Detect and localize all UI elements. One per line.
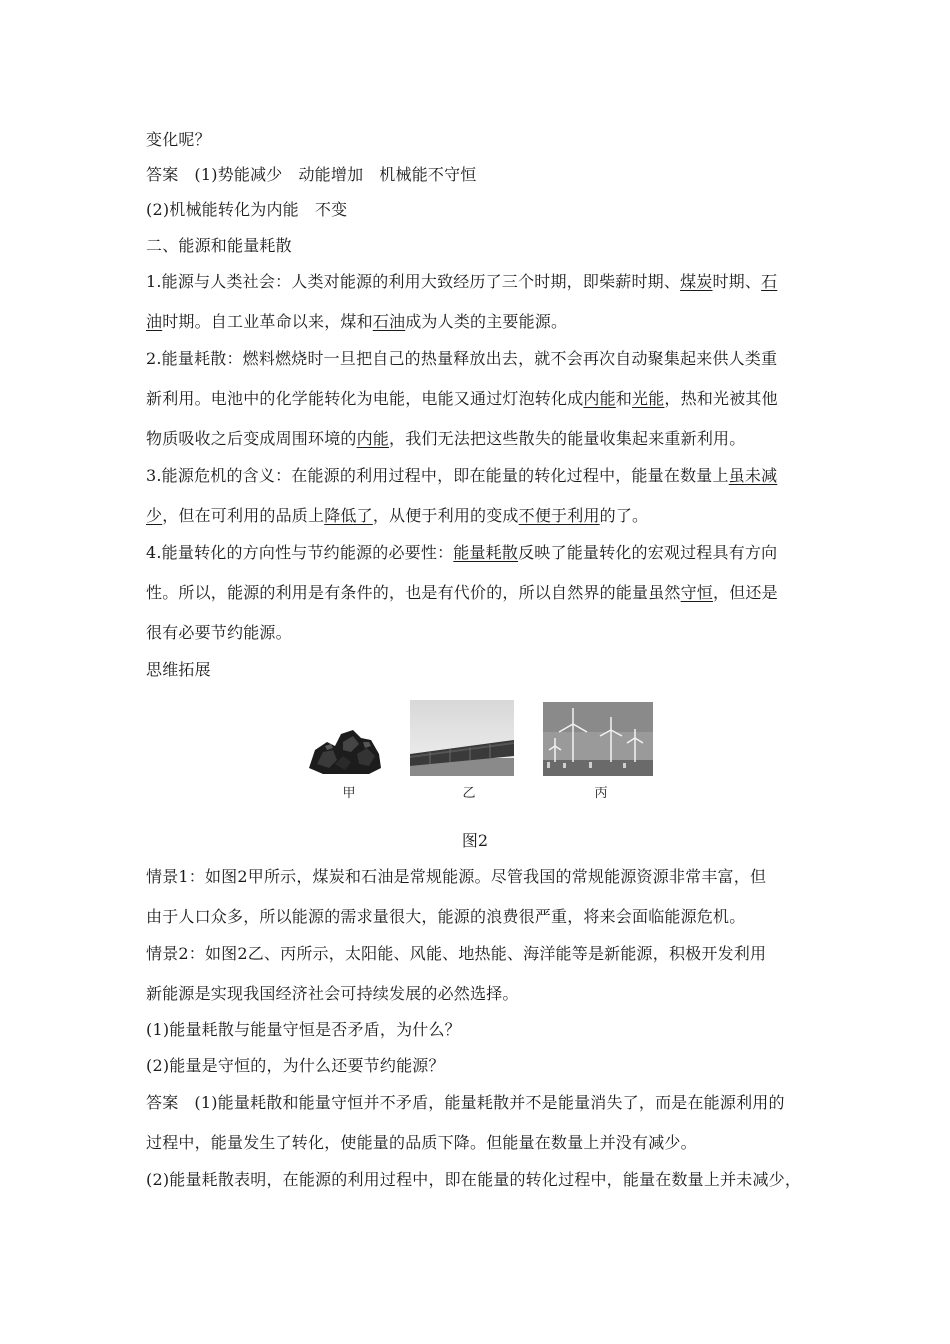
- fill-blank-answer: 内能: [356, 429, 390, 448]
- text-line: 物质吸收之后变成周围环境的内能，我们无法把这些散失的能量收集起来重新利用。: [146, 429, 746, 448]
- section-heading: 二、能源和能量耗散: [146, 236, 292, 255]
- fill-blank-answer: 石: [761, 272, 778, 291]
- fill-blank-answer: 不便于利用: [518, 506, 600, 525]
- text-line: 情景1：如图2甲所示，煤炭和石油是常规能源。尽管我国的常规能源资源非常丰富，但: [146, 867, 767, 886]
- text-line: 3.能源危机的含义：在能源的利用过程中，即在能量的转化过程中，能量在数量上虽未减: [146, 466, 778, 485]
- figure-caption-b: 乙: [462, 786, 476, 801]
- fill-blank-answer: 煤炭: [680, 272, 713, 291]
- text-line: (2)能量耗散表明，在能源的利用过程中，即在能量的转化过程中，能量在数量上并未减少，: [146, 1170, 802, 1189]
- fill-blank-answer: 油: [146, 312, 163, 331]
- wind-turbine-image: [543, 702, 653, 776]
- answer-label: 答案: [146, 165, 179, 184]
- solar-panel-image: [410, 700, 514, 776]
- text-line: 2.能量耗散：燃料燃烧时一旦把自己的热量释放出去，就不会再次自动聚集起来供人类重: [146, 349, 778, 368]
- text-line: 过程中，能量发生了转化，使能量的品质下降。但能量在数量上并没有减少。: [146, 1133, 697, 1152]
- fill-blank-answer: 虽未减: [728, 466, 778, 485]
- section-heading: 思维拓展: [146, 660, 211, 679]
- figure-2: [0, 700, 950, 810]
- text-line: 很有必要节约能源。: [146, 623, 292, 642]
- text-line: 4.能量转化的方向性与节约能源的必要性：能量耗散反映了能量转化的宏观过程具有方向: [146, 543, 778, 562]
- text-line: (2)机械能转化为内能 不变: [146, 200, 348, 219]
- question-line: (1)能量耗散与能量守恒是否矛盾，为什么？: [146, 1020, 461, 1039]
- text-line: 性。所以，能源的利用是有条件的，也是有代价的，所以自然界的能量虽然守恒，但还是: [146, 583, 778, 602]
- text-line: 变化呢？: [146, 130, 211, 149]
- fill-blank-answer: 守恒: [680, 583, 714, 602]
- text-line: 少，但在可利用的品质上降低了，从便于利用的变成不便于利用的了。: [146, 506, 649, 525]
- fill-blank-answer: 降低了: [324, 506, 373, 525]
- answer-label: 答案: [146, 1093, 179, 1112]
- text-line: 新利用。电池中的化学能转化为电能，电能又通过灯泡转化成内能和光能，热和光被其他: [146, 389, 778, 408]
- answer-line: 答案 (1)能量耗散和能量守恒并不矛盾，能量耗散并不是能量消失了，而是在能源利用的: [146, 1093, 785, 1112]
- fill-blank-answer: 能量耗散: [453, 543, 519, 562]
- text-line: 1.能源与人类社会：人类对能源的利用大致经历了三个时期，即柴薪时期、煤炭时期、石: [146, 272, 778, 291]
- answer-line: 答案 (1)势能减少 动能增加 机械能不守恒: [146, 165, 477, 184]
- fill-blank-answer: 少: [146, 506, 163, 525]
- fill-blank-answer: 光能: [632, 389, 665, 408]
- figure-caption-c: 丙: [594, 786, 608, 801]
- text-line: 由于人口众多，所以能源的需求量很大，能源的浪费很严重，将来会面临能源危机。: [146, 907, 746, 926]
- figure-title: 图2: [461, 831, 489, 850]
- text-line: 情景2：如图2乙、丙所示，太阳能、风能、地热能、海洋能等是新能源，积极开发利用: [146, 944, 767, 963]
- fill-blank-answer: 石油: [372, 312, 406, 331]
- question-line: (2)能量是守恒的，为什么还要节约能源？: [146, 1056, 445, 1075]
- text-line: 油时期。自工业革命以来，煤和石油成为人类的主要能源。: [146, 312, 568, 331]
- text-line: 新能源是实现我国经济社会可持续发展的必然选择。: [146, 984, 519, 1003]
- coal-image: [305, 720, 385, 776]
- fill-blank-answer: 内能: [583, 389, 616, 408]
- figure-caption-a: 甲: [342, 786, 356, 801]
